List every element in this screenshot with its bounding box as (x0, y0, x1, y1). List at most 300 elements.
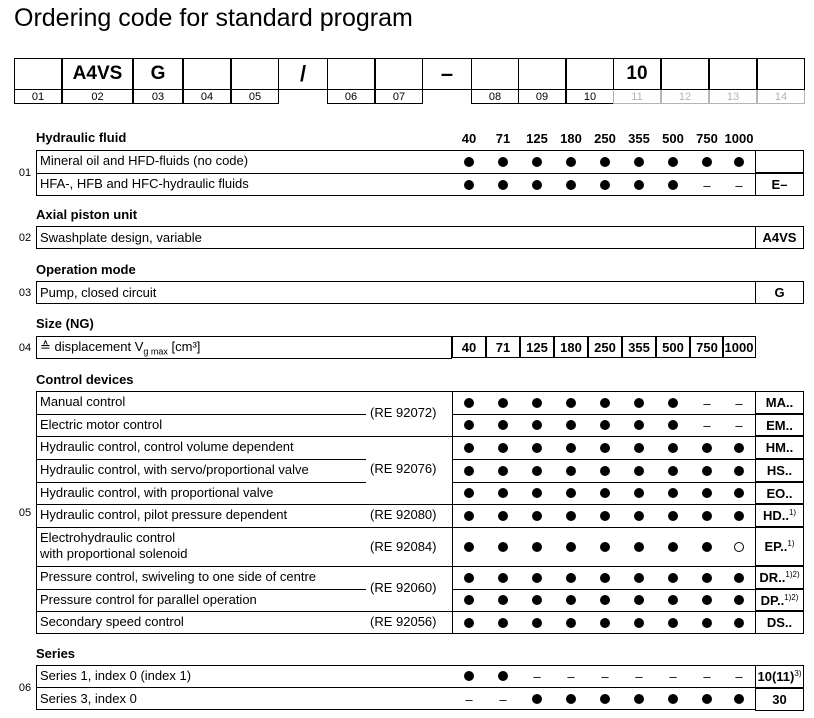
available-dot (600, 180, 610, 190)
code-text: 30 (772, 692, 787, 707)
not-available-dash: – (635, 668, 643, 684)
section-title-size: Size (NG) (36, 316, 94, 331)
available-dot (498, 157, 508, 167)
size-header-250: 250 (594, 131, 616, 146)
column-divider (452, 391, 453, 634)
cd-avail-7-5 (622, 567, 656, 589)
section-title-hydraulic-fluid: Hydraulic fluid (36, 130, 127, 145)
cd-avail-6-6 (656, 536, 690, 558)
available-dot (734, 488, 744, 498)
available-dot (600, 511, 610, 521)
size-cell-1000[interactable]: 1000 (722, 336, 756, 358)
size-cell-125[interactable]: 125 (520, 336, 554, 358)
size-header-500: 500 (662, 131, 684, 146)
series-avail-0-6 (656, 665, 690, 687)
series-avail-1-5 (622, 688, 656, 710)
code-cell-10[interactable] (566, 58, 614, 90)
available-dot (498, 511, 508, 521)
available-dot (498, 443, 508, 453)
cd-avail-1-6 (656, 414, 690, 436)
axial-piston-label: Swashplate design, variable (40, 230, 202, 245)
control-device-code-4 (755, 482, 804, 504)
hf-avail-0-6 (656, 151, 690, 173)
code-text: HD.. (762, 508, 789, 523)
cd-avail-2-7 (690, 437, 724, 459)
series-avail-0-8 (722, 665, 756, 687)
code-cell-01[interactable] (14, 58, 62, 90)
available-dot (566, 511, 576, 521)
cd-avail-2-5 (622, 437, 656, 459)
code-text: HM.. (765, 440, 794, 455)
cd-avail-5-7 (690, 505, 724, 527)
hf-avail-1-6 (656, 174, 690, 196)
cd-avail-4-6 (656, 482, 690, 504)
cd-avail-1-8 (722, 414, 756, 436)
available-dot (702, 488, 712, 498)
available-dot (702, 618, 712, 628)
not-available-dash: – (499, 691, 507, 707)
available-dot (498, 595, 508, 605)
available-dot (702, 573, 712, 583)
size-label: ≙ displacement $V_{g max}$ [cm³] (40, 339, 201, 357)
cd-avail-8-3 (554, 589, 588, 611)
section-num-06: 06 (18, 681, 32, 694)
cd-avail-5-3 (554, 505, 588, 527)
available-dot (532, 511, 542, 521)
available-dot (734, 511, 744, 521)
available-dot (600, 595, 610, 605)
available-dot (498, 398, 508, 408)
series-avail-1-2 (520, 688, 554, 710)
available-dot (634, 511, 644, 521)
cd-avail-9-8 (722, 612, 756, 634)
code-position-04: 04 (183, 90, 231, 104)
cd-avail-1-5 (622, 414, 656, 436)
control-device-code-5 (755, 504, 804, 527)
code-position-05: 05 (231, 90, 279, 104)
page-title: Ordering code for standard program (14, 4, 413, 32)
code-position-14: 14 (757, 90, 805, 104)
available-dot (702, 595, 712, 605)
cd-avail-4-4 (588, 482, 622, 504)
reference-5: (RE 92056) (370, 614, 437, 629)
size-header-40: 40 (461, 131, 477, 146)
footnote-marker: 1)2) (785, 570, 800, 579)
available-dot (634, 443, 644, 453)
cd-avail-9-7 (690, 612, 724, 634)
row-divider (36, 482, 366, 483)
reference-3: (RE 92084) (370, 539, 437, 554)
code-cell-07[interactable] (375, 58, 423, 90)
available-dot (464, 542, 474, 552)
available-dot (634, 180, 644, 190)
not-available-dash: – (735, 668, 743, 684)
control-device-label-2: Hydraulic control, control volume dependent (40, 439, 294, 454)
cd-avail-7-6 (656, 567, 690, 589)
axial-piston-code: A4VS (755, 226, 804, 249)
cd-avail-8-7 (690, 589, 724, 611)
available-dot (498, 488, 508, 498)
available-dot (668, 511, 678, 521)
cd-avail-9-2 (520, 612, 554, 634)
cd-avail-9-6 (656, 612, 690, 634)
control-device-label-3: Hydraulic control, with servo/proportional valve (40, 462, 309, 477)
row-divider (36, 589, 366, 590)
cd-avail-9-4 (588, 612, 622, 634)
available-dot (532, 542, 542, 552)
available-dot (532, 573, 542, 583)
footnote-marker: 1)2) (784, 592, 799, 602)
cd-avail-6-2 (520, 536, 554, 558)
code-position-10: 10 (566, 90, 614, 104)
cd-avail-6-5 (622, 536, 656, 558)
hf-avail-0-2 (520, 151, 554, 173)
cd-avail-0-6 (656, 392, 690, 414)
cd-avail-6-3 (554, 536, 588, 558)
cd-avail-3-3 (554, 460, 588, 482)
row-divider (36, 414, 366, 415)
section-num-04: 04 (18, 341, 32, 354)
cd-avail-7-4 (588, 567, 622, 589)
size-cell-500[interactable]: 500 (656, 336, 690, 358)
code-cell-05[interactable] (231, 58, 279, 90)
code-position-09: 09 (518, 90, 566, 104)
available-dot (566, 398, 576, 408)
control-device-label-8: Pressure control for parallel operation (40, 592, 257, 607)
cd-avail-5-2 (520, 505, 554, 527)
cd-avail-0-8 (722, 392, 756, 414)
cd-avail-4-2 (520, 482, 554, 504)
section-num-05: 05 (18, 506, 32, 519)
cd-avail-0-1 (486, 392, 520, 414)
code-separator: – (423, 58, 471, 90)
available-dot (566, 157, 576, 167)
section-num-03: 03 (18, 286, 32, 299)
code-cell-14[interactable] (757, 58, 805, 90)
series-avail-1-4 (588, 688, 622, 710)
hf-avail-1-0 (452, 174, 486, 196)
available-dot (532, 420, 542, 430)
series-avail-0-7 (690, 665, 724, 687)
cd-avail-6-8 (722, 536, 756, 558)
code-cell-13[interactable] (709, 58, 757, 90)
not-available-dash: – (735, 395, 743, 411)
footnote-marker: 1) (787, 539, 795, 548)
available-dot (566, 443, 576, 453)
code-position-01: 01 (14, 90, 62, 104)
hf-avail-0-1 (486, 151, 520, 173)
code-cell-12[interactable] (661, 58, 709, 90)
size-header-1000: 1000 (724, 131, 754, 146)
size-cell-40[interactable]: 40 (452, 336, 486, 358)
hydraulic-fluid-label-1: HFA-, HFB and HFC-hydraulic fluids (40, 176, 249, 191)
series-label-0: Series 1, index 0 (index 1) (40, 668, 192, 683)
not-available-dash: – (669, 668, 677, 684)
cd-avail-3-5 (622, 460, 656, 482)
cd-avail-1-2 (520, 414, 554, 436)
series-avail-1-6 (656, 688, 690, 710)
not-available-dash: – (703, 668, 711, 684)
control-device-code-2 (755, 436, 804, 459)
series-avail-0-1 (486, 665, 520, 687)
available-dot (734, 618, 744, 628)
cd-avail-3-2 (520, 460, 554, 482)
cd-avail-3-0 (452, 460, 486, 482)
cd-avail-7-1 (486, 567, 520, 589)
size-cell-71[interactable]: 71 (486, 336, 520, 358)
size-header-750: 750 (696, 131, 718, 146)
section-title-operation-mode: Operation mode (36, 262, 136, 277)
size-cell-180[interactable]: 180 (554, 336, 588, 358)
section-num-01: 01 (18, 167, 32, 179)
cd-avail-1-1 (486, 414, 520, 436)
not-available-dash: – (703, 177, 711, 193)
not-available-dash: – (533, 668, 541, 684)
size-header-180: 180 (560, 131, 582, 146)
available-dot (600, 157, 610, 167)
code-cell-02[interactable]: A4VS (62, 58, 133, 90)
available-dot (702, 443, 712, 453)
cd-avail-2-1 (486, 437, 520, 459)
row-divider (36, 459, 366, 460)
cd-avail-1-7 (690, 414, 724, 436)
cd-avail-8-8 (722, 589, 756, 611)
not-available-dash: – (703, 417, 711, 433)
series-avail-0-0 (452, 665, 486, 687)
hf-avail-0-0 (452, 151, 486, 173)
available-dot (566, 595, 576, 605)
hydraulic-fluid-code-0 (755, 150, 804, 173)
cd-avail-0-3 (554, 392, 588, 414)
code-position-06: 06 (327, 90, 375, 104)
hf-avail-1-5 (622, 174, 656, 196)
cd-avail-9-1 (486, 612, 520, 634)
cd-avail-9-5 (622, 612, 656, 634)
control-device-code-9 (755, 611, 804, 634)
available-dot (634, 573, 644, 583)
available-dot (668, 180, 678, 190)
hf-avail-1-7 (690, 174, 724, 196)
available-dot (702, 542, 712, 552)
available-dot (498, 573, 508, 583)
section-num-02: 02 (18, 231, 32, 244)
cd-avail-0-7 (690, 392, 724, 414)
series-avail-0-3 (554, 665, 588, 687)
available-dot (668, 157, 678, 167)
hf-avail-0-5 (622, 151, 656, 173)
cd-avail-8-0 (452, 589, 486, 611)
code-text: DR.. (759, 570, 786, 585)
series-code-1 (755, 688, 804, 711)
code-cell-08[interactable] (471, 58, 519, 90)
hf-avail-1-3 (554, 174, 588, 196)
reference-1: (RE 92076) (370, 461, 437, 476)
available-dot (498, 466, 508, 476)
section-title-control-devices: Control devices (36, 372, 134, 387)
available-dot (668, 488, 678, 498)
code-cell-03[interactable]: G (133, 58, 183, 90)
section-title-series: Series (36, 646, 76, 661)
available-dot (634, 595, 644, 605)
size-cell-250[interactable]: 250 (588, 336, 622, 358)
cd-avail-5-6 (656, 505, 690, 527)
available-dot (600, 618, 610, 628)
control-device-label-6: Electrohydraulic control (40, 530, 176, 545)
row-divider (36, 527, 756, 528)
series-label-1: Series 3, index 0 (40, 691, 137, 706)
available-dot (702, 157, 712, 167)
series-avail-1-0 (452, 688, 486, 710)
control-device-label-9: Secondary speed control (40, 614, 184, 629)
available-dot (702, 694, 712, 704)
control-device-label-5: Hydraulic control, pilot pressure dependent (40, 507, 288, 522)
available-dot (532, 595, 542, 605)
series-code-0 (755, 665, 804, 688)
not-available-dash: – (735, 177, 743, 193)
series-avail-1-1 (486, 688, 520, 710)
cd-avail-3-8 (722, 460, 756, 482)
cd-avail-8-5 (622, 589, 656, 611)
not-available-dash: – (567, 668, 575, 684)
control-device-code-1 (755, 414, 804, 436)
available-dot (734, 466, 744, 476)
size-header-355: 355 (628, 131, 650, 146)
control-device-label-1: Electric motor control (40, 417, 163, 432)
code-text: 10(11) (757, 669, 795, 684)
available-dot (498, 618, 508, 628)
available-dot (532, 488, 542, 498)
series-avail-1-3 (554, 688, 588, 710)
code-text: EP.. (764, 539, 788, 554)
available-dot (464, 488, 474, 498)
cd-avail-8-4 (588, 589, 622, 611)
hf-avail-0-3 (554, 151, 588, 173)
cd-avail-0-4 (588, 392, 622, 414)
cd-avail-5-8 (722, 505, 756, 527)
cd-avail-1-4 (588, 414, 622, 436)
series-avail-0-5 (622, 665, 656, 687)
cd-avail-6-1 (486, 536, 520, 558)
hf-avail-0-4 (588, 151, 622, 173)
available-dot (464, 443, 474, 453)
not-available-dash: – (601, 668, 609, 684)
available-dot (634, 398, 644, 408)
control-device-code-0 (755, 391, 804, 414)
control-device-label-4: Hydraulic control, with proportional valve (40, 485, 274, 500)
code-text: HS.. (766, 463, 793, 478)
size-cell-750[interactable]: 750 (690, 336, 724, 358)
available-dot (668, 573, 678, 583)
available-dot (498, 180, 508, 190)
available-dot (734, 443, 744, 453)
control-device-code-8 (755, 589, 804, 611)
control-device-label2-6: with proportional solenoid (40, 546, 188, 561)
available-dot (566, 573, 576, 583)
cd-avail-1-0 (452, 414, 486, 436)
available-dot (464, 466, 474, 476)
available-dot (532, 180, 542, 190)
available-dot (668, 466, 678, 476)
available-dot (600, 398, 610, 408)
series-avail-1-7 (690, 688, 724, 710)
cd-avail-8-6 (656, 589, 690, 611)
available-dot (498, 420, 508, 430)
control-device-code-3 (755, 459, 804, 482)
available-dot (600, 466, 610, 476)
not-available-dash: – (465, 691, 473, 707)
available-dot (532, 466, 542, 476)
cd-avail-5-1 (486, 505, 520, 527)
code-text: E– (771, 177, 788, 192)
size-header-71: 71 (495, 131, 511, 146)
cd-avail-0-0 (452, 392, 486, 414)
footnote-marker: 1) (788, 508, 797, 517)
control-device-label-7: Pressure control, swiveling to one side of centre (40, 569, 317, 584)
available-dot (600, 420, 610, 430)
cd-avail-4-0 (452, 482, 486, 504)
cd-avail-8-1 (486, 589, 520, 611)
cd-avail-9-3 (554, 612, 588, 634)
available-dot (600, 443, 610, 453)
available-dot (600, 542, 610, 552)
available-dot (634, 420, 644, 430)
available-dot (634, 488, 644, 498)
code-position-08: 08 (471, 90, 519, 104)
code-position-12: 12 (661, 90, 709, 104)
cd-avail-3-4 (588, 460, 622, 482)
cd-avail-3-7 (690, 460, 724, 482)
available-dot (498, 542, 508, 552)
available-dot (634, 618, 644, 628)
code-position-03: 03 (133, 90, 183, 104)
available-dot (668, 595, 678, 605)
available-dot (532, 157, 542, 167)
cd-avail-5-4 (588, 505, 622, 527)
available-dot (668, 443, 678, 453)
cd-avail-6-7 (690, 536, 724, 558)
size-cell-355[interactable]: 355 (622, 336, 656, 358)
code-cell-09[interactable] (518, 58, 566, 90)
cd-avail-8-2 (520, 589, 554, 611)
available-dot (668, 694, 678, 704)
cd-avail-1-3 (554, 414, 588, 436)
available-dot (532, 694, 542, 704)
code-text: EM.. (766, 417, 793, 433)
hf-avail-1-1 (486, 174, 520, 196)
code-cell-04[interactable] (183, 58, 231, 90)
available-dot (566, 466, 576, 476)
series-avail-1-8 (722, 688, 756, 710)
available-dot (464, 398, 474, 408)
not-available-dash: – (703, 395, 711, 411)
available-dot (532, 398, 542, 408)
code-position-02: 02 (62, 90, 133, 104)
cd-avail-2-0 (452, 437, 486, 459)
cd-avail-7-3 (554, 567, 588, 589)
available-dot (734, 595, 744, 605)
reference-2: (RE 92080) (370, 507, 437, 522)
code-cell-06[interactable] (327, 58, 375, 90)
operation-mode-code: G (755, 281, 804, 304)
available-dot (464, 573, 474, 583)
series-avail-0-4 (588, 665, 622, 687)
code-cell-11[interactable]: 10 (613, 58, 661, 90)
control-device-label-0: Manual control (40, 394, 126, 409)
hf-avail-0-7 (690, 151, 724, 173)
cd-avail-3-1 (486, 460, 520, 482)
on-request-circle (734, 542, 744, 552)
hf-avail-1-2 (520, 174, 554, 196)
